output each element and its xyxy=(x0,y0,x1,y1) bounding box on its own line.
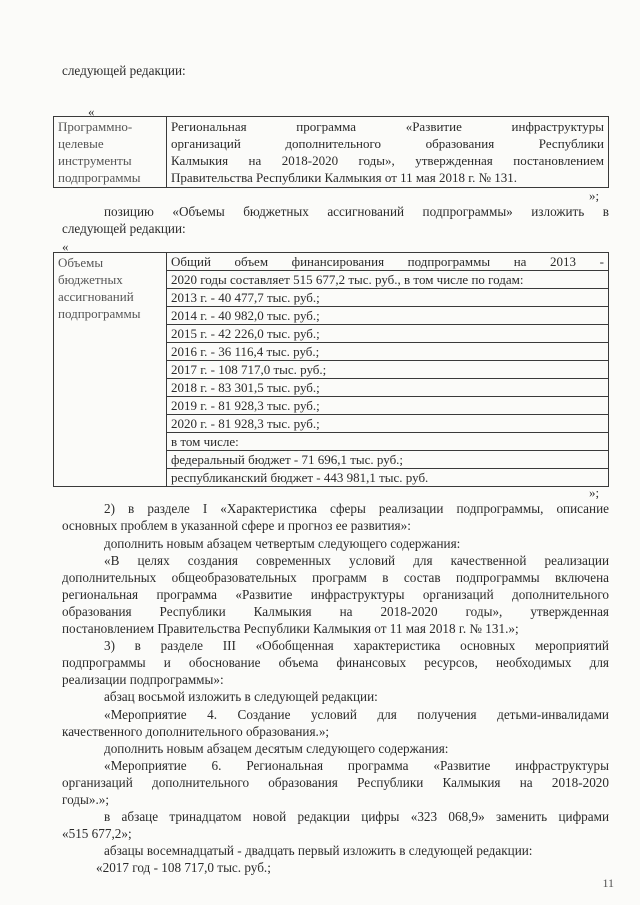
body-line: «Мероприятие 4. Создание условий для получения детьми-инвалидами xyxy=(104,707,609,722)
body-line: «Мероприятие 6. Региональная программа «Развитие инфраструктуры xyxy=(104,758,609,773)
body-line: «2017 год - 108 717,0 тыс. руб.; xyxy=(96,860,271,875)
budget-value-line: 2019 г. - 81 928,3 тыс. руб.; xyxy=(167,397,608,415)
budget-value-line: Общий объем финансирования подпрограммы на 2013 - xyxy=(167,253,608,271)
body-line: 2) в разделе I «Характеристика сферы реализации подпрограммы, описание xyxy=(104,501,609,516)
tools-table xyxy=(53,116,609,188)
body-line: абзац восьмой изложить в следующей редакции: xyxy=(104,689,378,704)
budget-value-line: 2015 г. - 42 226,0 тыс. руб.; xyxy=(167,325,608,343)
body-line: «515 677,2»; xyxy=(62,826,132,841)
body-line: основных проблем в указанной сфере и прогноз ее развития»: xyxy=(62,518,411,533)
body-line: дополнить новым абзацем десятым следующего содержания: xyxy=(104,741,449,756)
tools-value-line: Правительства Республики Калмыкия от 11 мая 2018 г. № 131. xyxy=(171,170,518,185)
body-line: реализации подпрограммы»: xyxy=(62,672,224,687)
page-number: 11 xyxy=(602,876,614,890)
paragraph-line: позицию «Объемы бюджетных ассигнований подпрограммы» изложить в xyxy=(104,204,609,219)
body-line: дополнительных общеобразовательных программ в состав подпрограммы включена xyxy=(62,570,609,585)
budget-label-line: подпрограммы xyxy=(58,306,141,321)
tools-value-line: Калмыкия на 2018-2020 годы», утвержденная постановлением xyxy=(171,153,604,168)
budget-value-line: 2016 г. - 36 116,4 тыс. руб.; xyxy=(167,343,608,361)
budget-table xyxy=(53,252,609,487)
body-line: качественного дополнительного образования.»; xyxy=(62,724,330,739)
paragraph-line: следующей редакции: xyxy=(62,221,186,236)
budget-value-line: федеральный бюджет - 71 696,1 тыс. руб.; xyxy=(167,451,608,469)
open-quote: « xyxy=(62,239,69,254)
body-line: в абзаце тринадцатом новой редакции цифры «323 068,9» заменить цифрами xyxy=(104,809,609,824)
budget-value-line: республиканский бюджет - 443 981,1 тыс. руб. xyxy=(171,470,429,485)
budget-value-line: в том числе: xyxy=(167,433,608,451)
budget-value-line: 2020 годы составляет 515 677,2 тыс. руб., в том числе по годам: xyxy=(167,271,608,289)
budget-label-cell xyxy=(54,253,167,487)
budget-value-line: 2017 г. - 108 717,0 тыс. руб.; xyxy=(167,361,608,379)
budget-value-line: 2018 г. - 83 301,5 тыс. руб.; xyxy=(167,379,608,397)
tools-value-line: организаций дополнительного образования Республики xyxy=(171,136,604,151)
budget-label-line: ассигнований xyxy=(58,289,134,304)
budget-label-line: Объемы xyxy=(58,255,104,270)
tools-label-line: подпрограммы xyxy=(58,170,141,185)
body-line: образования Республики Калмыкия на 2018-2020 годы», утвержденная xyxy=(62,604,609,619)
tools-label-line: целевые xyxy=(58,136,104,151)
open-quote: « xyxy=(88,104,95,119)
body-line: абзацы восемнадцатый - двадцать первый изложить в следующей редакции: xyxy=(104,843,533,858)
close-quote: »; xyxy=(589,485,600,500)
body-line: постановлением Правительства Республики Калмыкия от 11 мая 2018 г. № 131.»; xyxy=(62,621,519,636)
body-line: 3) в разделе III «Обобщенная характеристика основных мероприятий xyxy=(104,638,609,653)
budget-value-line: 2020 г. - 81 928,3 тыс. руб.; xyxy=(167,415,608,433)
budget-value-cell xyxy=(167,253,609,487)
tools-value-line: Региональная программа «Развитие инфраструктуры xyxy=(171,119,604,134)
body-line: годы».»; xyxy=(62,792,110,807)
body-line: подпрограммы и обоснование объема финансовых ресурсов, необходимых для xyxy=(62,655,609,670)
body-line: региональная программа «Развитие инфраструктуры организаций дополнительного xyxy=(62,587,609,602)
intro-line: следующей редакции: xyxy=(62,63,186,78)
budget-value-line: 2013 г. - 40 477,7 тыс. руб.; xyxy=(167,289,608,307)
tools-label-line: инструменты xyxy=(58,153,132,168)
tools-value-cell xyxy=(167,117,609,188)
budget-value-line: 2014 г. - 40 982,0 тыс. руб.; xyxy=(167,307,608,325)
tools-label-line: Программно- xyxy=(58,119,133,134)
body-line: организаций дополнительного образования Республики Калмыкия на 2018-2020 xyxy=(62,775,609,790)
budget-label-line: бюджетных xyxy=(58,272,123,287)
body-line: «В целях создания современных условий для качественной реализации xyxy=(104,553,609,568)
close-quote: »; xyxy=(589,188,600,203)
body-line: дополнить новым абзацем четвертым следующего содержания: xyxy=(104,536,461,551)
tools-label-cell xyxy=(54,117,167,188)
